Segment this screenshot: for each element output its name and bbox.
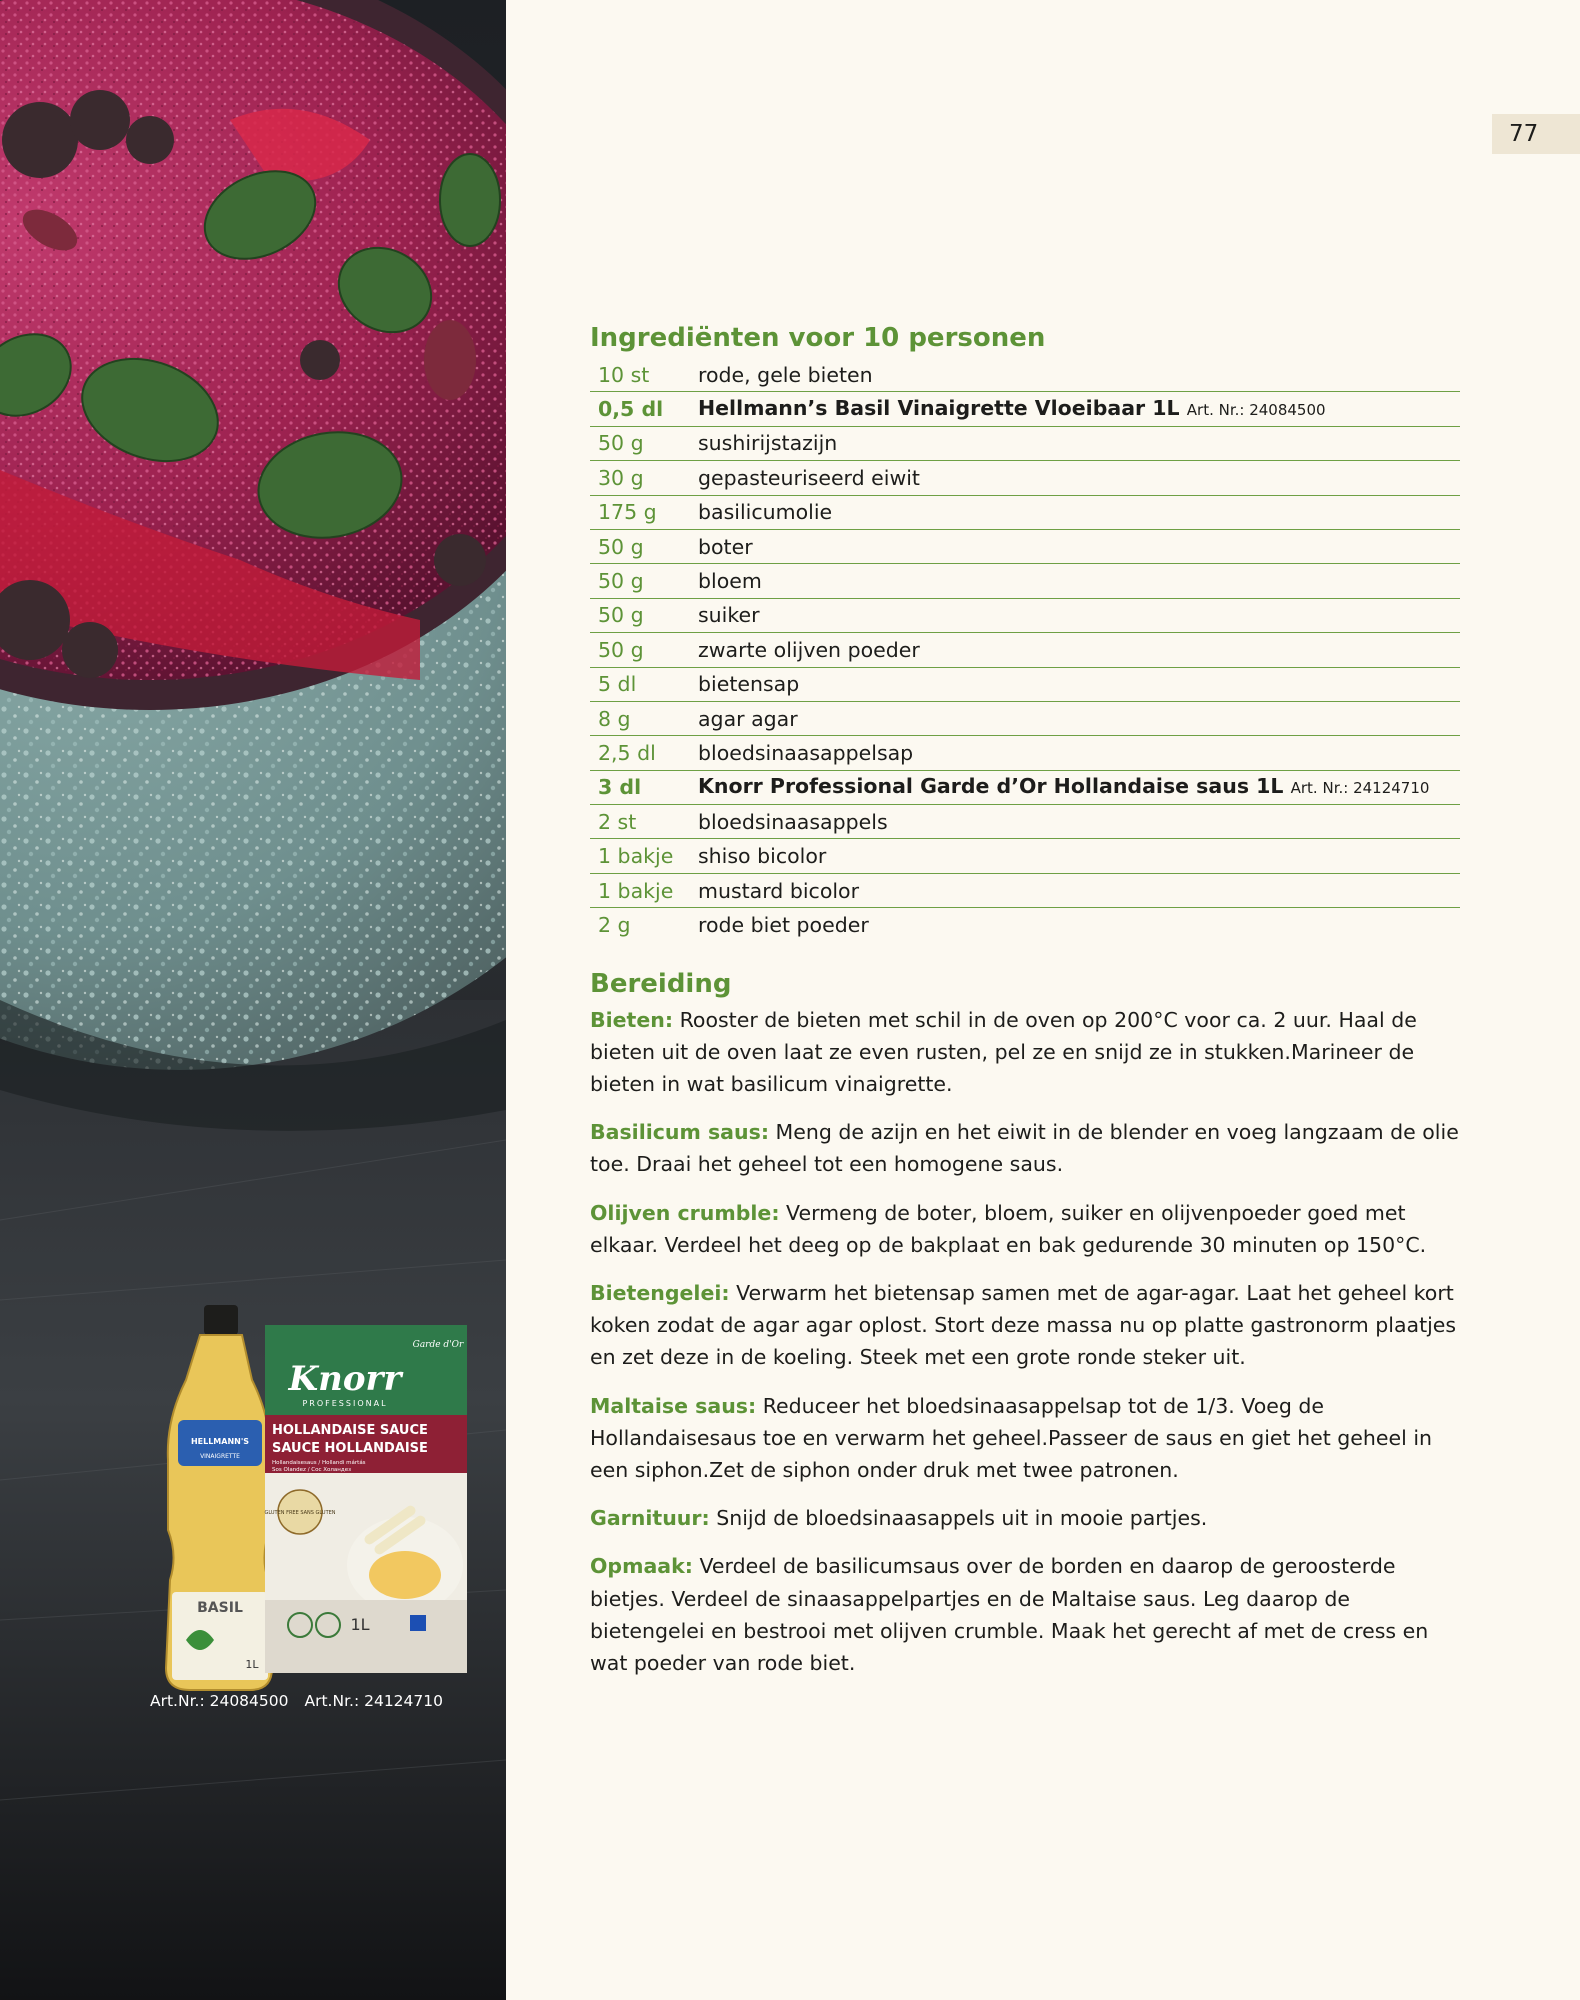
knorr-caption: Art.Nr.: 24124710 (304, 1692, 443, 1710)
ingredient-quantity: 50 g (590, 564, 698, 598)
knorr-box (264, 1325, 467, 1673)
ingredient-quantity: 50 g (590, 598, 698, 632)
hellmanns-brand: HELLMANN'S (190, 1437, 250, 1446)
article-number: Art. Nr.: 24124710 (1290, 779, 1430, 798)
preparation-step (590, 1004, 1460, 1101)
ingredient-quantity: 2 g (598, 912, 631, 937)
ingredient-quantity: 0,5 dl (590, 392, 698, 426)
ingredients-title: Ingrediënten voor 10 personen (590, 323, 1046, 353)
ingredient-name: bloedsinaasappels (698, 809, 888, 834)
ingredients-table (590, 358, 1460, 942)
ingredient-name: gepasteuriseerd eiwit (698, 465, 920, 490)
ingredient-name-cell (698, 461, 1460, 495)
ingredient-name: shiso bicolor (698, 844, 827, 869)
ingredient-quantity: 30 g (590, 461, 698, 495)
ingredient-name: rode, gele bieten (698, 362, 873, 387)
ingredient-name-cell (698, 495, 1460, 529)
ingredient-row (590, 426, 1460, 460)
ingredient-name: rode biet poeder (698, 912, 869, 937)
ingredient-row (590, 701, 1460, 735)
page-number: 77 (1492, 114, 1580, 154)
step-label: Opmaak: (590, 1554, 693, 1579)
preparation-steps (590, 1004, 1460, 1680)
ingredient-name: Knorr Professional Garde d’Or Hollandaise saus 1L (698, 774, 1284, 799)
knorr-desc-2: Sos Olandez / Сос Холандез (272, 1467, 351, 1473)
preparation-step (590, 1390, 1460, 1487)
ingredient-row (590, 633, 1460, 667)
ingredient-name-cell (698, 839, 1460, 873)
ingredient-quantity: 50 g (590, 529, 698, 563)
ingredient-row (590, 529, 1460, 563)
ingredient-row (590, 839, 1460, 873)
ingredient-row (590, 564, 1460, 598)
step-text: Snijd de bloedsinaasappels uit in mooie partjes. (709, 1506, 1208, 1531)
product-captions (150, 1692, 480, 1710)
ingredient-name-cell (698, 633, 1460, 667)
preparation-step (590, 1550, 1460, 1679)
step-label: Bieten: (590, 1007, 674, 1032)
ingredient-name-cell (698, 529, 1460, 563)
step-text: Verdeel de basilicumsaus over de borden en daarop de geroosterde bietjes. Verdeel de sinaasappelpartjes en de Maltaise saus. Leg daarop de bietengelei en bestrooi met olijven crumble. Maak het gerecht af met de cress en wat poeder van rode biet. (590, 1554, 1429, 1676)
knorr-sub: PROFESSIONAL (302, 1399, 388, 1408)
ingredient-name-cell (698, 805, 1460, 839)
preparation-step (590, 1502, 1460, 1534)
ingredient-row (590, 667, 1460, 701)
preparation-title: Bereiding (590, 968, 732, 999)
ingredient-quantity: 50 g (590, 426, 698, 460)
ingredient-name: basilicumolie (698, 500, 833, 525)
ingredient-name: boter (698, 534, 753, 559)
ingredient-name-cell (698, 358, 1460, 392)
step-label: Bietengelei: (590, 1281, 730, 1306)
preparation-step (590, 1277, 1460, 1374)
step-text: Meng de azijn en het eiwit in de blender en voeg langzaam de olie toe. Draai het geheel tot een homogene saus. (590, 1120, 1459, 1177)
food-photo-panel (0, 0, 506, 2000)
ingredient-row (590, 805, 1460, 839)
ingredient-quantity: 50 g (590, 633, 698, 667)
ingredient-name-cell (698, 736, 1460, 770)
ingredient-name: zwarte olijven poeder (698, 637, 920, 662)
knorr-badge: Garde d'Or (412, 1340, 464, 1350)
step-label: Basilicum saus: (590, 1120, 770, 1145)
ingredient-name: Hellmann’s Basil Vinaigrette Vloeibaar 1L (698, 396, 1180, 421)
recipe-content (590, 318, 1460, 1695)
article-number: Art. Nr.: 24084500 (1186, 401, 1326, 420)
ingredient-quantity: 5 dl (590, 667, 698, 701)
ingredient-name: bloedsinaasappelsap (698, 740, 914, 765)
ingredient-row (590, 770, 1460, 804)
hellmanns-caption: Art.Nr.: 24084500 (150, 1692, 289, 1710)
hellmanns-sub: VINAIGRETTE (200, 1453, 240, 1460)
ingredient-row (590, 358, 1460, 392)
step-label: Olijven crumble: (590, 1200, 780, 1225)
ingredient-name: suiker (698, 603, 760, 628)
ingredient-quantity: 8 g (590, 701, 698, 735)
ingredient-name: agar agar (698, 706, 798, 731)
ingredient-row (590, 873, 1460, 907)
ingredient-quantity: 1 bakje (590, 839, 698, 873)
ingredient-quantity: 3 dl (590, 770, 698, 804)
step-text: Vermeng de boter, bloem, suiker en olijvenpoeder goed met elkaar. Verdeel het deeg op de bakplaat en bak gedurende 30 minuten op 150°C. (590, 1200, 1427, 1257)
ingredient-row (590, 908, 1460, 942)
ingredient-quantity: 10 st (590, 358, 698, 392)
ingredient-name: bloem (698, 569, 762, 594)
ingredient-quantity: 1 bakje (590, 873, 698, 907)
ingredient-name-cell (698, 701, 1460, 735)
preparation-section (590, 964, 1460, 1680)
knorr-brand: Knorr (288, 1359, 402, 1399)
step-label: Maltaise saus: (590, 1393, 757, 1418)
hellmanns-flavor: BASIL (197, 1600, 243, 1616)
preparation-step (590, 1116, 1460, 1180)
hellmanns-volume: 1L (245, 1658, 259, 1671)
ingredient-name: sushirijstazijn (698, 431, 838, 456)
ingredient-name: mustard bicolor (698, 878, 860, 903)
ingredient-name-cell (698, 667, 1460, 701)
ingredient-quantity: 2 st (590, 805, 698, 839)
ingredient-name-cell (698, 426, 1460, 460)
ingredient-name-cell (698, 392, 1460, 426)
step-text: Reduceer het bloedsinaasappelsap tot de 1/3. Voeg de Hollandaisesaus toe en verwarm het geheel.Passeer de saus en giet het geheel in een siphon.Zet de siphon onder druk met twee patronen. (590, 1393, 1433, 1483)
ingredient-row (590, 461, 1460, 495)
ingredient-quantity: 175 g (590, 495, 698, 529)
ingredient-row (590, 392, 1460, 426)
ingredient-row (590, 598, 1460, 632)
ingredient-row (590, 495, 1460, 529)
ingredient-name-cell (698, 564, 1460, 598)
ingredient-row (590, 736, 1460, 770)
ingredient-name-cell (698, 770, 1460, 804)
step-label: Garnituur: (590, 1506, 710, 1531)
preparation-step (590, 1197, 1460, 1261)
knorr-desc-1: Hollandaisesaus / Hollandi mártás (272, 1460, 366, 1466)
ingredient-name-cell (698, 873, 1460, 907)
knorr-title-1: HOLLANDAISE SAUCE (272, 1423, 428, 1438)
ingredient-quantity: 2,5 dl (590, 736, 698, 770)
ingredient-name: bietensap (698, 672, 800, 697)
step-text: Rooster de bieten met schil in de oven op 200°C voor ca. 2 uur. Haal de bieten uit de oven laat ze even rusten, pel ze en snijd ze in stukken.Marineer de bieten in wat basilicum vinaigrette. (590, 1007, 1417, 1097)
knorr-title-2: SAUCE HOLLANDAISE (272, 1441, 428, 1456)
ingredient-name-cell (698, 598, 1460, 632)
knorr-gluten-badge: GLUTEN FREE SANS GLUTEN (264, 1510, 336, 1516)
knorr-volume: 1L (350, 1615, 370, 1634)
step-text: Verwarm het bietensap samen met de agar-agar. Laat het geheel kort koken zodat de agar agar oplost. Stort deze massa nu op platte gastronorm plaatjes en zet deze in de koeling. Steek met een grote ronde steker uit. (590, 1281, 1457, 1370)
ingredient-name-cell (698, 908, 1460, 942)
